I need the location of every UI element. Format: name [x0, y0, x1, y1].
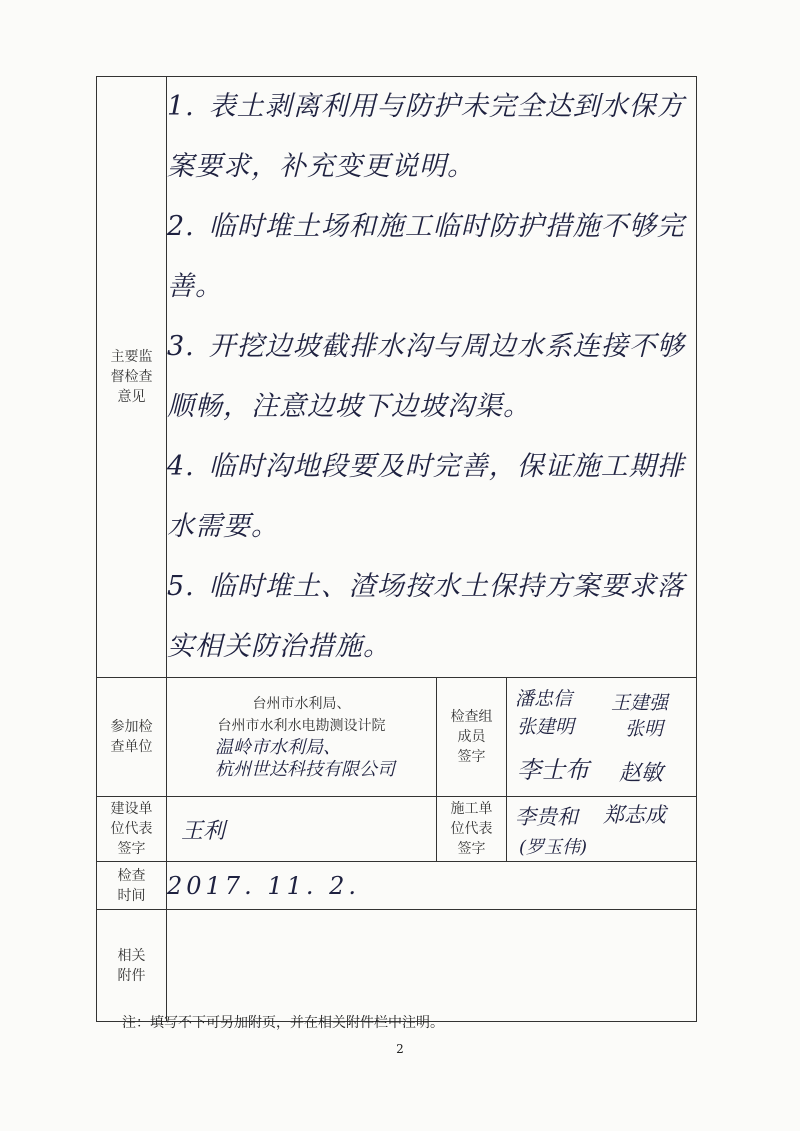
opinion-item: 4. 临时沟地段要及时完善，保证施工期排水需要。 — [167, 451, 685, 542]
contractor-signature: (罗玉伟) — [519, 837, 588, 858]
opinion-item: 5. 临时堆土、渣场按水土保持方案要求落实相关防治措施。 — [167, 571, 685, 662]
contractor-signatures — [507, 797, 697, 862]
units-label: 参加检 查单位 — [97, 678, 167, 797]
representatives-row — [97, 797, 697, 862]
inspection-date: 2017. 11. 2. — [167, 862, 697, 910]
contractor-signature: 李贵和 — [515, 805, 578, 829]
opinion-item: 3. 开挖边坡截排水沟与周边水系连接不够顺畅，注意边坡下边坡沟渠。 — [167, 331, 685, 422]
unit-handwritten: 温岭市水利局、 — [215, 737, 341, 758]
team-signatures — [507, 678, 697, 797]
team-signature: 李士布 — [517, 756, 589, 784]
contractor-label: 施工单 位代表 签字 — [437, 797, 507, 862]
unit-printed: 台州市水利局、 — [252, 696, 351, 712]
builder-signature-cell — [167, 797, 437, 862]
team-signature: 潘忠信 — [515, 688, 573, 710]
time-row — [97, 862, 697, 910]
builder-label: 建设单 位代表 签字 — [97, 797, 167, 862]
time-label: 检查 时间 — [97, 862, 167, 910]
opinion-item: 1. 表土剥离利用与防护未完全达到水保方案要求，补充变更说明。 — [167, 91, 685, 182]
footnote: 注：填写不下可另加附页，并在相关附件栏中注明。 — [122, 1015, 444, 1031]
attachments-content — [167, 910, 697, 1022]
unit-handwritten: 杭州世达科技有限公司 — [215, 759, 395, 780]
opinions-content — [167, 77, 697, 678]
page-number: 2 — [396, 1042, 404, 1056]
attachments-row — [97, 910, 697, 1022]
units-content — [167, 678, 437, 797]
inspection-form-table — [96, 76, 697, 1022]
opinions-label: 主要监 督检查 意见 — [97, 77, 167, 678]
participants-row — [97, 678, 697, 797]
opinion-item: 2. 临时堆土场和施工临时防护措施不够完善。 — [167, 211, 685, 302]
opinions-row — [97, 77, 697, 678]
unit-printed: 台州市水利水电勘测设计院 — [217, 718, 386, 734]
team-signature: 张建明 — [517, 716, 575, 738]
attachments-label: 相关 附件 — [97, 910, 167, 1022]
builder-signature: 王利 — [181, 818, 226, 844]
team-label: 检查组 成员 签字 — [437, 678, 507, 797]
team-signature: 王建强 — [611, 692, 669, 714]
team-signature: 张明 — [625, 718, 664, 740]
contractor-signature: 郑志成 — [603, 803, 666, 827]
team-signature: 赵敏 — [619, 761, 664, 786]
